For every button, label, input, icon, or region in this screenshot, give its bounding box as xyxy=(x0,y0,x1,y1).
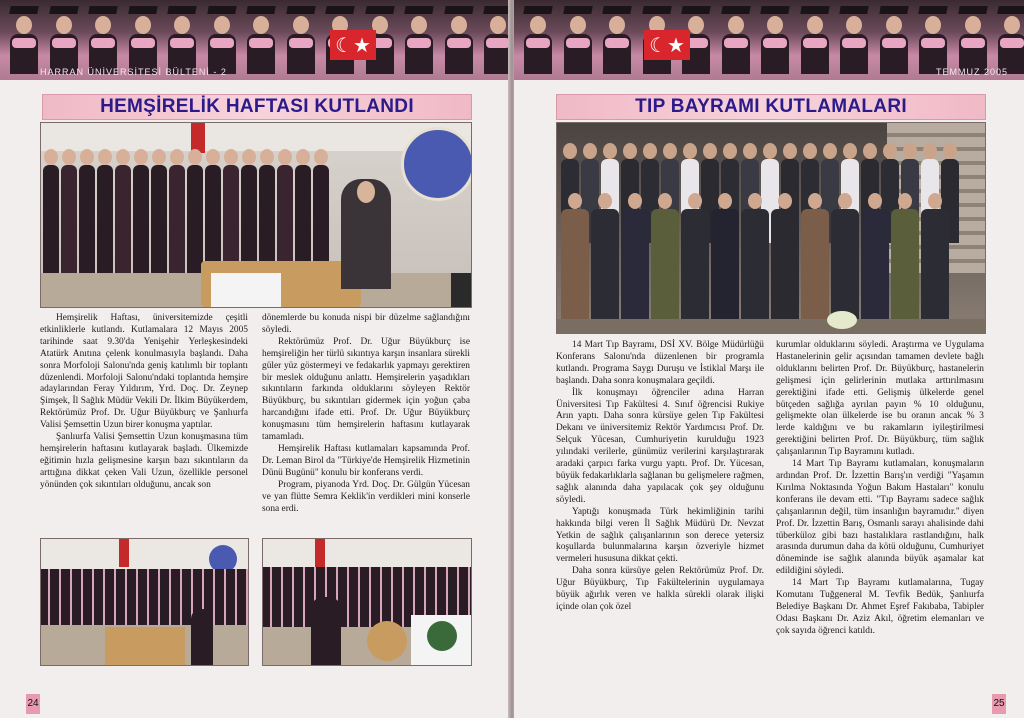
graduate-figure xyxy=(46,4,82,74)
person-figure xyxy=(133,149,149,279)
page-number-right: 25 xyxy=(992,694,1006,714)
paragraph: kurumlar olduklarını söyledi. Araştırma ve Uygulama Hastanelerinin gelir açısından tamamen devlete bağlı olduklarını belirten Prof. Dr. Büyükburç, hastanelerin gelişmesi için gelirlerinin mutlaka arttırılmasını gerektiğini ifade etti. Gelişmiş ülkelerde genel bütçeden sağlığa ayrılan payın % 10 olduğunu, gelişmekte olan ülkelerde ise bu oranın ancak % 3 lerde kaldığını ve bu rakamların iyileştirilmesi gerektiğini belirten Prof. Dr. Büyükburç, tüm sağlık çalışanlarının Tıp Bayramını kutladı. xyxy=(776,340,984,458)
person-figure xyxy=(205,149,221,279)
graduate-figure xyxy=(560,4,596,74)
left-article-title-bar xyxy=(42,94,472,120)
graduate-figure xyxy=(85,4,121,74)
person-figure xyxy=(79,149,95,279)
page-number-left: 24 xyxy=(26,694,40,714)
person-figure xyxy=(259,149,275,279)
left-article-column-1 xyxy=(40,313,248,492)
paragraph: Hemşirelik Haftası kutlamaları kapsamında Prof. Dr. Leman Birol da "Türkiye'de Hemşirelik Hizmetinin Dünü Bugünü" konulu bir konferans verdi. xyxy=(262,443,470,478)
paragraph: Program, piyanoda Yrd. Doç. Dr. Gülgün Yücesan ve yan flütte Semra Keklik'in verdikleri mini konserle sona erdi. xyxy=(262,479,470,514)
paragraph: 14 Mart Tıp Bayramı kutlamaları, konuşmaların ardından Prof. Dr. İzzettin Barış'ın verdiği "Yaşamın Kırılma Noktasında Yoğun Bakım Hastaları" konulu konferans ile devam etti. "Tıp Bayramı sadece sağlık çalışanlarının değil, tüm insanlığın bayramıdır." diyen Prof. Dr. İzzettin Barış, Osmanlı sarayı ahalisinde dahi tüberküloz gibi bazı hastalıklara rastlandığını, halk arasında durumun daha da kötü olduğunu, Cumhuriyet döneminde ise sağlık alanında büyük aşamalar kat edildiğini söyledi. xyxy=(776,459,984,577)
paragraph: Şanlıurfa Valisi Şemsettin Uzun konuşmasına tüm hemşirelerin haftasını kutlayarak başladı. Ülkemizde eğitimin hızla gelişmesine karşın bazı sıkıntıların da arttığına dikkat çeken Vali Uzun, özellikle personel yönünden çok sıkıntıları olduğunu, ancak son xyxy=(40,432,248,490)
person-figure xyxy=(241,149,257,279)
paragraph: Rektörümüz Prof. Dr. Uğur Büyükburç ise hemşireliğin her türlü sıkıntıya karşın insanlara sürekli güler yüz göstermeyi ve fedakarlık yapmayı gerektiren bir meslek olduğunu anlattı. Hemşirelerin yaşadıkları sıkıntıların farkında olduklarını söyleyen Rektör Büyükburç, bu sıkıntıları gidermek için yoğun çaba harcandığını ifade etti. Prof. Dr. Uğur Büyükburç konuşmasını tüm hemşirelerin haftasını kutlayarak tamamladı. xyxy=(262,336,470,443)
person-figure xyxy=(169,149,185,279)
person-figure xyxy=(295,149,311,279)
paragraph: İlk konuşmayı öğrenciler adına Harran Üniversitesi Tıp Fakültesi 4. Sınıf öğrencisi Rukiye Arın yaptı. Daha sonra kürsüye gelen Tıp Fakültesi Dekanı ve üniversitemiz Rektör Yardımcısı Prof. Dr. Selçuk Yücesan, Cumhuriyetin kurulduğu 1923 yılındaki verilerle, günümüz verilerini karşılaştırarak aradaki çarpıcı farka vurgu yaptı. Prof. Dr. Yücesan, büyük fedakarlıklarla sağlanan bu gelişmelere rağmen, sağlık alanında daha yapılacak çok şey olduğunu söyledi. xyxy=(556,387,764,505)
left-page xyxy=(0,0,510,718)
nurses-ceremony-photo xyxy=(40,122,472,308)
right-article-title-bar xyxy=(556,94,986,120)
graduate-figure xyxy=(520,4,556,74)
paragraph: 14 Mart Tıp Bayramı, DSİ XV. Bölge Müdürlüğü Konferans Salonu'nda düzenlenen bir programla kutlandı. Programa Saygı Duruşu ve İstiklal Marşı ile başlandı. Daha sonra konuşmalara geçildi. xyxy=(556,340,764,386)
nurses-candle-photo xyxy=(262,538,472,666)
person-figure xyxy=(711,193,739,333)
paragraph: 14 Mart Tıp Bayramı kutlamalarına, Tugay Komutanı Tuğgeneral M. Tevfik Bedük, Şanlıurfa Belediye Başkanı Dr. Ahmet Eşref Fakıbaba, Tabipler Odası Başkanı Dr. Aziz Akıl, öğretim elemanları ve çok sayıda öğrenci katıldı. xyxy=(776,578,984,636)
graduate-figure xyxy=(480,4,510,74)
person-figure xyxy=(861,193,889,333)
person-figure xyxy=(891,193,919,333)
turkish-flag-icon: ☾★ xyxy=(644,30,690,60)
person-figure xyxy=(43,149,59,279)
graduate-figure xyxy=(125,4,161,74)
graduate-figure xyxy=(441,4,477,74)
person-figure xyxy=(651,193,679,333)
left-banner-photo xyxy=(0,0,510,80)
right-page xyxy=(514,0,1024,718)
banner-publication-name: HARRAN ÜNİVERSİTESİ BÜLTENİ - 2 xyxy=(40,67,227,77)
person-figure xyxy=(621,193,649,333)
person-figure xyxy=(313,149,329,279)
person-figure xyxy=(223,149,239,279)
banner-issue-date: TEMMUZ 2005 xyxy=(935,67,1008,77)
graduate-figure xyxy=(599,4,635,74)
graduate-figure xyxy=(401,4,437,74)
graduate-figure xyxy=(836,4,872,74)
right-article-title: TIP BAYRAMI KUTLAMALARI xyxy=(635,96,907,117)
paragraph: Daha sonra kürsüye gelen Rektörümüz Prof. Dr. Uğur Büyükburç, Tıp Fakültelerinin uygulamaya büyük ağırlık veren ve halkla sürekli olarak ilişki içinde olan çok özel xyxy=(556,566,764,612)
right-article-column-2 xyxy=(776,340,984,638)
right-banner-photo xyxy=(514,0,1024,80)
graduate-figure xyxy=(6,4,42,74)
graduate-figure xyxy=(915,4,951,74)
right-article-column-1 xyxy=(556,340,764,614)
nurses-group-photo xyxy=(40,538,249,666)
graduate-figure xyxy=(994,4,1024,74)
person-figure xyxy=(591,193,619,333)
graduate-figure xyxy=(757,4,793,74)
graduate-figure xyxy=(876,4,912,74)
person-figure xyxy=(801,193,829,333)
person-figure xyxy=(277,149,293,279)
person-figure xyxy=(115,149,131,279)
graduate-figure xyxy=(243,4,279,74)
turkish-flag-icon: ☾★ xyxy=(330,30,376,60)
person-figure xyxy=(561,193,589,333)
medical-day-officials-photo xyxy=(556,122,986,334)
graduate-figure xyxy=(797,4,833,74)
person-figure xyxy=(97,149,113,279)
person-figure xyxy=(681,193,709,333)
left-article-column-2 xyxy=(262,313,470,515)
graduate-figure xyxy=(204,4,240,74)
person-figure xyxy=(61,149,77,279)
graduate-figure xyxy=(718,4,754,74)
graduate-figure xyxy=(955,4,991,74)
paragraph: Yaptığı konuşmada Türk hekimliğinin tarihi hakkında bilgi veren İl Sağlık Müdürü Dr. Nevzat Yetkin de sağlık çalışanlarının son derece yetersiz koşullarda bulunmalarına karşın özveriyle hizmet vermeleri hususuna dikkat çekti. xyxy=(556,506,764,565)
person-figure xyxy=(187,149,203,279)
left-article-title: HEMŞİRELİK HAFTASI KUTLANDI xyxy=(100,96,414,117)
person-figure xyxy=(151,149,167,279)
paragraph: dönemlerde bu konuda nispi bir düzelme sağlandığını söyledi. xyxy=(262,313,470,335)
person-figure xyxy=(771,193,799,333)
person-figure xyxy=(741,193,769,333)
graduate-figure xyxy=(283,4,319,74)
graduate-figure xyxy=(164,4,200,74)
paragraph: Hemşirelik Haftası, üniversitemizde çeşitli etkinliklerle kutlandı. Kutlamalara 12 Mayıs 2005 tarihinde saat 9.30'da Yenişehir Yerleşkesindeki Atatürk Anıtına çelenk konulmasıyla başlandı. Daha sonra Morfoloji Salonu'nda geniş katılımlı bir toplantı düzenlendi. Morfoloji Salonu'ndaki toplantıda hemşire adaylarından Feray Yıldırım, Yrd. Doç. Dr. Zeynep Şimşek, İl Sağlık Müdür Vekili Dr. İlkim Büyükerdem, Rektörümüz Prof. Dr. Uğur Büyükburç ve Şanlıurfa Valisi Şemsettin Uzun birer konuşma yaptılar. xyxy=(40,313,248,431)
person-figure xyxy=(921,193,949,333)
